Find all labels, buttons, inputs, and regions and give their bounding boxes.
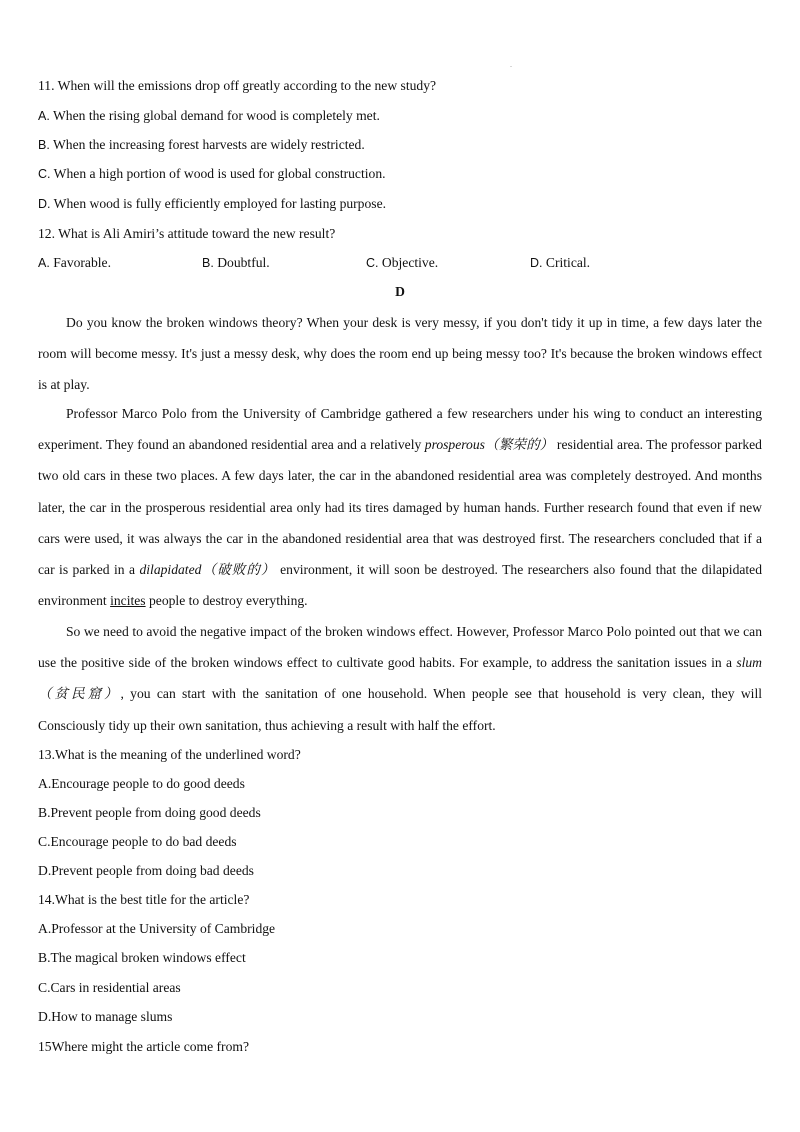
paragraph-text: , you can start with the sanitation of one household. When people see that household is very clean, they will Consciously tidy up their own sanitation, thus achieving a result with half the effort. [38,686,763,733]
q13-option-a[interactable]: A.Encourage people to do good deeds [38,776,245,791]
q12-option-c[interactable] [366,255,438,271]
option-text: Favorable. [53,255,111,270]
option-text: Critical. [545,255,591,270]
q11-option-a[interactable] [38,108,380,124]
section-heading: D [395,284,405,299]
q14-option-c[interactable]: C.Cars in residential areas [38,980,181,995]
q14-option-b[interactable]: B.The magical broken windows effect [38,950,246,965]
q11-option-b[interactable] [38,137,365,153]
vocab-term-dilapidated: dilapidated [139,562,202,578]
q12-option-a[interactable] [38,255,111,271]
q14-stem: 14.What is the best title for the article? [38,892,250,907]
q12-options-row [38,255,768,275]
q15-stem: 15Where might the article come from? [38,1039,249,1054]
paragraph-text: people to destroy everything. [145,593,308,609]
option-text: Objective. [381,255,439,270]
paragraph-text: Do you know the broken windows theory? When your desk is very messy, if you don't tidy it up in time, a few days later the room will become messy. It's just a messy desk, why does the room end up being messy too? It's because the broken windows effect is at play. [38,315,762,393]
option-letter: B. [202,256,214,270]
passage-paragraph-3 [38,616,762,741]
q14-option-d[interactable]: D.How to manage slums [38,1009,173,1024]
underlined-word: incites [110,593,146,609]
q13-stem: 13.What is the meaning of the underlined word? [38,747,301,762]
option-text: Doubtful. [217,255,270,270]
q13-option-d[interactable]: D.Prevent people from doing bad deeds [38,863,254,878]
vocab-term-slum: slum [736,655,762,671]
q11-stem: 11. When will the emissions drop off greatly according to the new study? [38,78,437,93]
option-letter: A. [38,256,50,270]
passage-paragraph-2 [38,398,762,616]
option-letter: C. [38,167,51,181]
paragraph-text: Professor Marco Polo from the University of Cambridge gathered a few researchers under his wing to conduct an interesting experiment. They found an abandoned residential area and a relatively [38,406,762,453]
option-text: When a high portion of wood is used for global construction. [53,166,386,181]
vocab-gloss: （破败的） [201,562,276,578]
paragraph-text: residential area. The professor parked two old cars in these two places. A few days later, the car in the abandoned residential area was completely destroyed. And months later, the car in the prosperous residential area only had its tires damaged by human hands. Further research found that even if new cars were used, it was always the car in the abandoned residential area that was destroyed first. The researchers concluded that if a car is parked in a [38,437,762,578]
q13-option-b[interactable]: B.Prevent people from doing good deeds [38,805,261,820]
option-letter: D. [38,197,51,211]
vocab-gloss: （繁荣的） [484,437,554,453]
option-text: When the rising global demand for wood is completely met. [52,108,380,123]
q12-option-d[interactable] [530,255,590,271]
option-letter: C. [366,256,379,270]
vocab-term-prosperous: prosperous [424,437,485,453]
option-letter: D. [530,256,543,270]
speck-mark: . [510,60,512,69]
option-text: When the increasing forest harvests are widely restricted. [52,137,365,152]
q12-option-b[interactable] [202,255,270,271]
paragraph-text: environment, it will soon be destroyed. The researchers also found that the dilapidated environment [38,562,763,609]
q12-stem: 12. What is Ali Amiri’s attitude toward the new result? [38,226,336,241]
paragraph-text: So we need to avoid the negative impact of the broken windows effect. However, Professor Marco Polo pointed out that we can use the positive side of the broken windows effect to cultivate good habits. For example, to address the sanitation issues in a [38,624,762,671]
vocab-gloss: （贫民窟） [38,686,121,702]
option-text: When wood is fully efficiently employed for lasting purpose. [53,196,386,211]
option-letter: A. [38,109,50,123]
option-letter: B. [38,138,50,152]
q14-option-a[interactable]: A.Professor at the University of Cambridge [38,921,276,936]
q11-option-c[interactable] [38,166,386,182]
q11-option-d[interactable] [38,196,386,212]
q13-option-c[interactable]: C.Encourage people to do bad deeds [38,834,237,849]
passage-paragraph-1 [38,307,762,401]
